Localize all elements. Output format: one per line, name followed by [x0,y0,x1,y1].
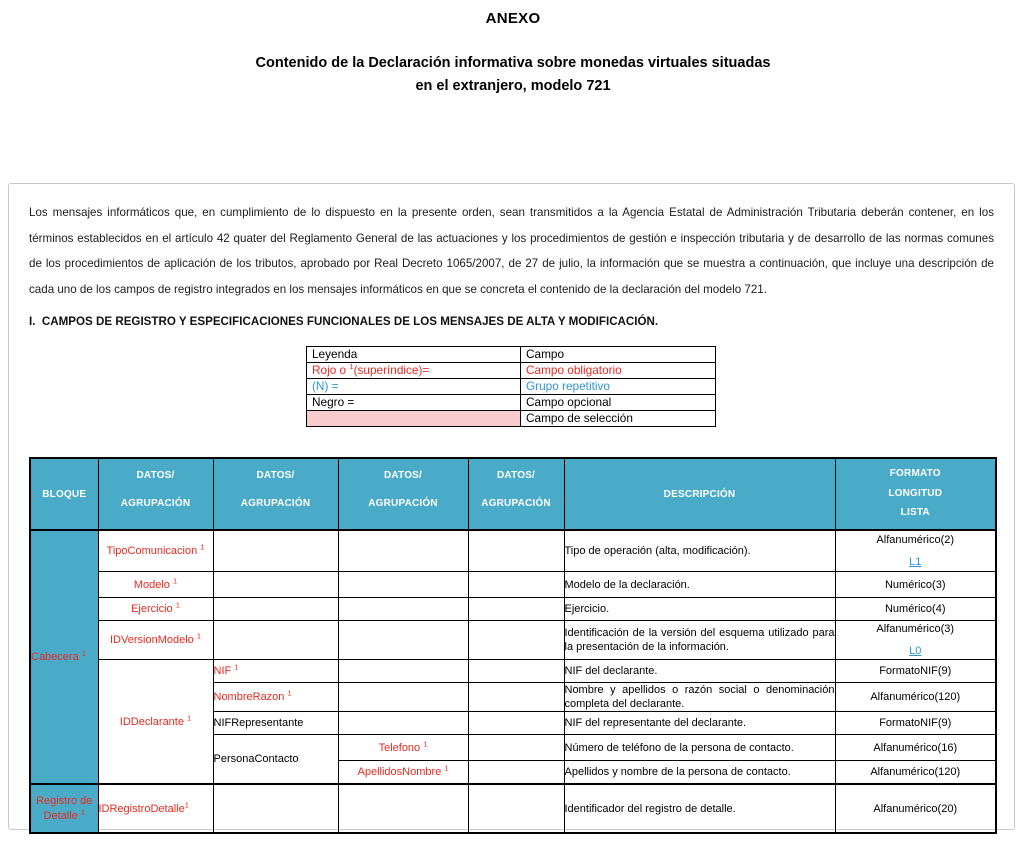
desc-id-registro-detalle: Identificador del registro de detalle. [564,784,835,833]
page-title: ANEXO [485,10,541,27]
header-bloque [30,458,98,530]
header-formato-line2: LONGITUD [888,487,943,499]
field-ejercicio [98,598,213,621]
legend-label: Leyenda [307,347,521,363]
block-registro-detalle-line2: Detalle [43,809,81,822]
field-id-registro-detalle-sup: 1 [184,799,189,809]
field-nif [213,660,338,683]
empty-cell [468,530,564,572]
header-datos-1 [98,458,213,530]
header-datos-2 [213,458,338,530]
fmt-tipo-comunicacion-text: Alfanumérico(2) [876,534,955,546]
row-modelo [30,572,996,598]
row-nif [30,660,996,683]
field-id-version-modelo [98,621,213,660]
field-tipo-comunicacion-label: TipoComunicacion [106,545,201,557]
empty-cell [468,621,564,660]
page-subtitle [0,52,1026,98]
header-descripcion [564,458,835,530]
empty-cell [213,621,338,660]
section-heading: I. CAMPOS DE REGISTRO Y ESPECIFICACIONES FUNCIONALES DE LOS MENSAJES DE ALTA Y MODIFICACIÓN. [29,315,659,328]
legend-row-header [307,347,716,363]
legend-row-repetitivo [307,379,716,395]
field-tipo-comunicacion [98,530,213,572]
header-datos-3-line2: AGRUPACIÓN [368,498,438,509]
field-persona-contacto: PersonaContacto [213,735,338,785]
block-cabecera-sup: 1 [81,648,86,658]
field-apellidos-nombre-sup: 1 [444,763,449,773]
field-nif-sup: 1 [234,662,239,672]
empty-cell [213,784,338,833]
legend-row-seleccion [307,411,716,427]
desc-telefono: Número de teléfono de la persona de contacto. [564,735,835,761]
subtitle-line-1: Contenido de la Declaración informativa sobre monedas virtuales situadas [255,55,771,71]
empty-cell [468,735,564,761]
field-id-version-modelo-sup: 1 [196,631,201,641]
fmt-tipo-comunicacion [835,530,996,572]
desc-tipo-comunicacion: Tipo de operación (alta, modificación). [564,530,835,572]
header-datos-2-line2: AGRUPACIÓN [240,498,311,509]
empty-cell [213,572,338,598]
fmt-id-version-modelo-text: Alfanumérico(3) [876,623,955,635]
content-box [8,183,1015,830]
field-id-registro-detalle-label: IDRegistroDetalle [98,802,185,815]
block-registro-detalle [30,784,98,833]
table-header-row [30,458,996,530]
field-telefono-sup: 1 [423,738,428,748]
empty-cell [338,598,468,621]
field-tipo-comunicacion-sup: 1 [200,542,205,552]
fmt-nombre-razon: Alfanumérico(120) [835,683,996,712]
empty-cell [468,712,564,735]
row-ejercicio [30,598,996,621]
empty-cell [338,621,468,660]
empty-cell [468,598,564,621]
field-ejercicio-label: Ejercicio [131,603,176,615]
empty-cell [338,784,468,833]
field-telefono [338,735,468,761]
header-formato [835,458,996,530]
fmt-id-version-modelo [835,621,996,660]
block-cabecera-label: Cabecera [31,651,82,663]
field-apellidos-nombre [338,761,468,785]
field-modelo-label: Modelo [133,578,173,591]
row-id-version-modelo [30,621,996,660]
desc-nombre-razon: Nombre y apellidos o razón social o denominación completa del declarante. [564,684,835,710]
subtitle-line-2: en el extranjero, modelo 721 [415,78,611,94]
legend-seleccion-value: Campo de selección [521,411,716,427]
legend-blue-value: Grupo repetitivo [521,379,716,395]
empty-cell [338,572,468,598]
field-nombre-razon-label: NombreRazon [213,691,288,703]
header-datos-4-line1: DATOS/ [496,470,536,481]
field-id-declarante-label: IDDeclarante [119,715,188,728]
desc-apellidos-nombre: Apellidos y nombre de la persona de contacto. [564,761,835,785]
field-ejercicio-sup: 1 [175,600,180,610]
fmt-nif: FormatoNIF(9) [835,660,996,683]
field-nombre-razon [213,683,338,712]
header-datos-2-line1: DATOS/ [256,470,295,481]
field-modelo-sup: 1 [172,575,178,585]
block-registro-detalle-sup: 1 [80,806,85,816]
header-bloque-label: BLOQUE [42,488,87,500]
legend-red-key-sup: 1 [349,362,354,372]
intro-paragraph: Los mensajes informáticos que, en cumplimiento de lo dispuesto en la presente orden, sean transmitidos a la Agencia Estatal de Administración Tributaria deberán contener, en los términos establecidos en el artículo 42 quater del Reglamento General de las actuaciones y los procedimientos de gestión e inspección tributaria y de desarrollo de las normas comunes de los procedimientos de aplicación de los tributos, aprobado por Real Decreto 1065/2007, de 27 de julio, la información que se muestra a continuación, que incluye una descripción de cada uno de los campos de registro integrados en los mensajes informáticos en que se concreta el contenido de la declaración del modelo 721. [29,206,994,296]
desc-nif-representante: NIF del representante del declarante. [564,712,835,735]
legend-blue-key: (N) = [307,379,521,395]
lista-link-l0[interactable]: L0 [909,645,922,657]
campos-registro-table [29,457,997,834]
legend-red-key-text: Rojo o [312,363,350,377]
fmt-nif-representante: FormatoNIF(9) [835,712,996,735]
empty-cell [213,598,338,621]
desc-modelo: Modelo de la declaración. [564,572,835,598]
legend-pink-swatch-cell [307,411,521,427]
field-telefono-label: Telefono [378,741,424,754]
lista-link-l1[interactable]: L1 [909,556,922,568]
block-cabecera [30,530,98,784]
empty-cell [468,761,564,785]
field-modelo [98,572,213,598]
empty-cell [338,530,468,572]
empty-cell [338,683,468,712]
field-apellidos-nombre-label: ApellidosNombre [357,766,445,778]
empty-cell [468,572,564,598]
header-datos-3 [338,458,468,530]
fmt-id-registro-detalle: Alfanumérico(20) [835,784,996,833]
fmt-telefono: Alfanumérico(16) [835,735,996,761]
fmt-modelo: Numérico(3) [835,572,996,598]
header-descripcion-label: DESCRIPCIÓN [663,488,736,500]
legend-red-value: Campo obligatorio [521,363,716,379]
legend-red-key-rest: (superíndice)= [353,363,430,377]
header-datos-1-line1: DATOS/ [136,470,175,481]
header-formato-line1: FORMATO [889,468,941,479]
header-datos-1-line2: AGRUPACIÓN [120,498,191,509]
legend-campo-label: Campo [521,347,716,363]
fmt-ejercicio: Numérico(4) [835,598,996,621]
legend-black-value: Campo opcional [521,395,716,411]
field-nombre-razon-sup: 1 [287,688,292,698]
empty-cell [338,712,468,735]
header-datos-4 [468,458,564,530]
empty-cell [468,660,564,683]
empty-cell [338,660,468,683]
legend-row-opcional [307,395,716,411]
fmt-apellidos-nombre: Alfanumérico(120) [835,761,996,785]
field-id-declarante-sup: 1 [187,712,192,722]
field-nif-label: NIF [213,665,235,677]
field-id-declarante [98,660,213,785]
row-id-registro-detalle [30,784,996,833]
legend-table [306,346,716,427]
empty-cell [468,683,564,712]
field-id-version-modelo-label: IDVersionModelo [110,634,197,646]
row-tipo-comunicacion [30,530,996,572]
field-nif-representante: NIFRepresentante [213,712,338,735]
legend-black-key: Negro = [307,395,521,411]
empty-cell [213,530,338,572]
header-formato-line3: LISTA [900,507,930,518]
desc-ejercicio: Ejercicio. [564,598,835,621]
desc-nif: NIF del declarante. [564,660,835,683]
empty-cell [468,784,564,833]
legend-red-key [307,363,521,379]
block-registro-detalle-line1: Registro de [36,794,93,807]
desc-id-version-modelo: Identificación de la versión del esquema utilizado para la presentación de la información. [564,621,835,660]
legend-row-obligatorio [307,363,716,379]
field-id-registro-detalle [98,784,213,833]
header-datos-3-line1: DATOS/ [383,470,423,481]
header-datos-4-line2: AGRUPACIÓN [481,498,551,509]
